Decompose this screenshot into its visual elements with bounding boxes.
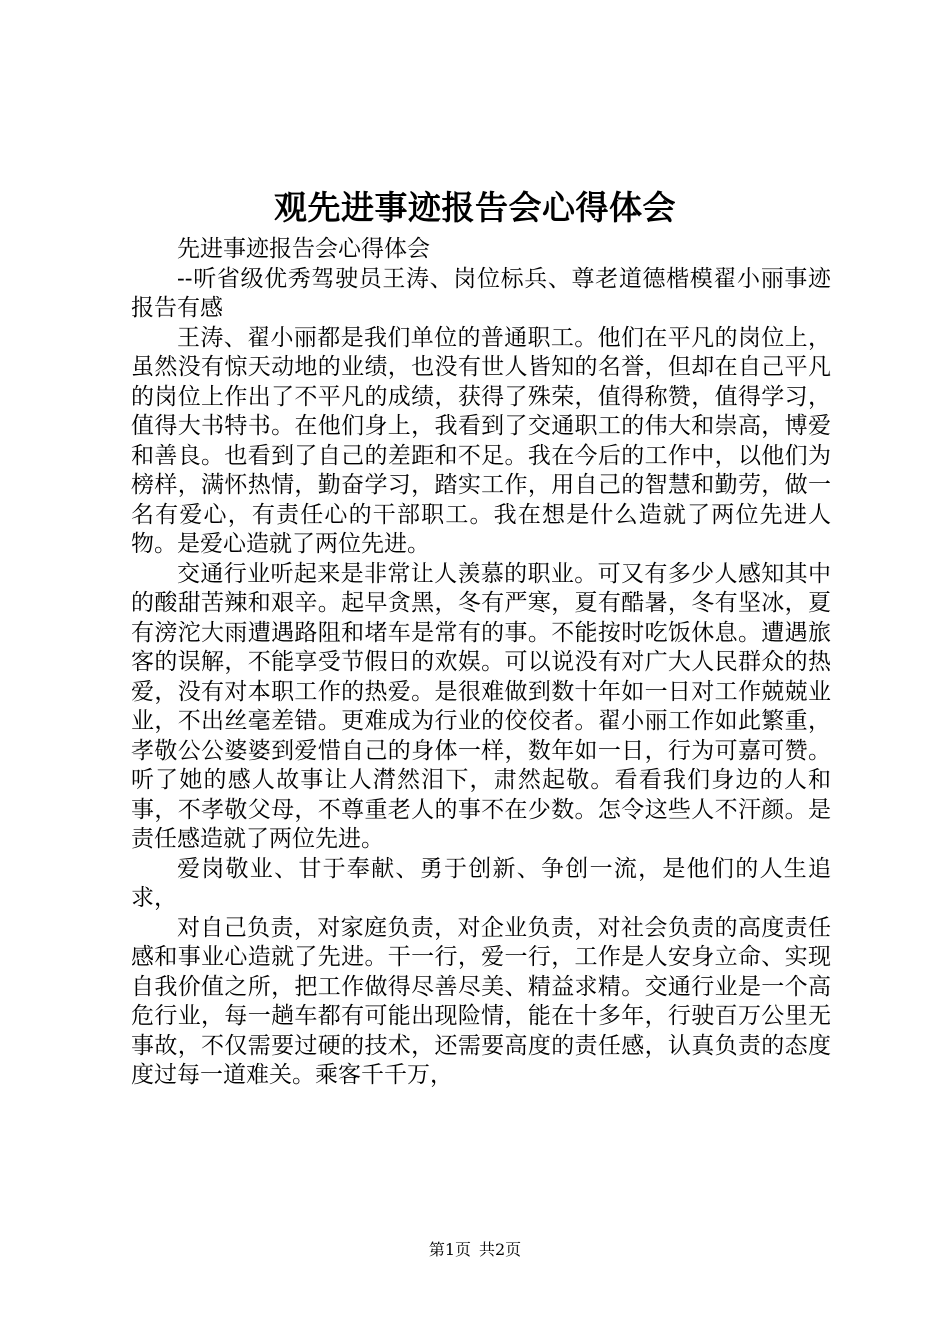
paragraph-2: 交通行业听起来是非常让人羡慕的职业。可又有多少人感知其中的酸甜苦辣和艰辛。起早贪黑，冬有严寒，夏有酷暑，冬有坚冰，夏有滂沱大雨遭遇路阻和堵车是常有的事。不能按时吃饭休息。遭遇旅客的误解，不能享受节假日的欢娱。可以说没有对广大人民群众的热爱，没有对本职工作的热爱。是很难做到数十年如一日对工作兢兢业业，不出丝毫差错。更难成为行业的佼佼者。翟小丽工作如此繁重，孝敬公公婆婆到爱惜自己的身体一样，数年如一日，行为可嘉可赞。听了她的感人故事让人潸然泪下，肃然起敬。看看我们身边的人和事，不孝敬父母，不尊重老人的事不在少数。怎令这些人不汗颜。是责任感造就了两位先进。 xyxy=(131,560,831,852)
paragraph-subtitle: 先进事迹报告会心得体会 xyxy=(177,236,430,262)
paragraph-4: 对自己负责，对家庭负责，对企业负责，对社会负责的高度责任感和事业心造就了先进。干一行，爱一行，工作是人安身立命、实现自我价值之所，把工作做得尽善尽美、精益求精。交通行业是一个高危行业，每一趟车都有可能出现险情，能在十多年，行驶百万公里无事故，不仅需要过硬的技术，还需要高度的责任感，认真负责的态度度过每一道难关。乘客千千万， xyxy=(131,914,831,1088)
page-number: 第1页 xyxy=(428,1240,471,1259)
page-footer xyxy=(0,1239,950,1261)
page-total: 共2页 xyxy=(479,1240,522,1259)
document-title: 观先进事迹报告会心得体会 xyxy=(274,188,676,227)
paragraph-3: 爱岗敬业、甘于奉献、勇于创新、争创一流，是他们的人生追求， xyxy=(131,855,831,911)
paragraph-1: 王涛、翟小丽都是我们单位的普通职工。他们在平凡的岗位上，虽然没有惊天动地的业绩，也没有世人皆知的名誉，但却在自己平凡的岗位上作出了不平凡的成绩，获得了殊荣，值得称赞，值得学习，值得大书特书。在他们身上，我看到了交通职工的伟大和崇高，博爱和善良。也看到了自己的差距和不足。我在今后的工作中，以他们为榜样，满怀热情，勤奋学习，踏实工作，用自己的智慧和勤劳，做一名有爱心，有责任心的干部职工。我在想是什么造就了两位先进人物。是爱心造就了两位先进。 xyxy=(131,324,831,557)
paragraph-subheading: --听省级优秀驾驶员王涛、岗位标兵、尊老道德楷模翟小丽事迹报告有感 xyxy=(131,265,831,321)
document-body xyxy=(131,235,831,1091)
